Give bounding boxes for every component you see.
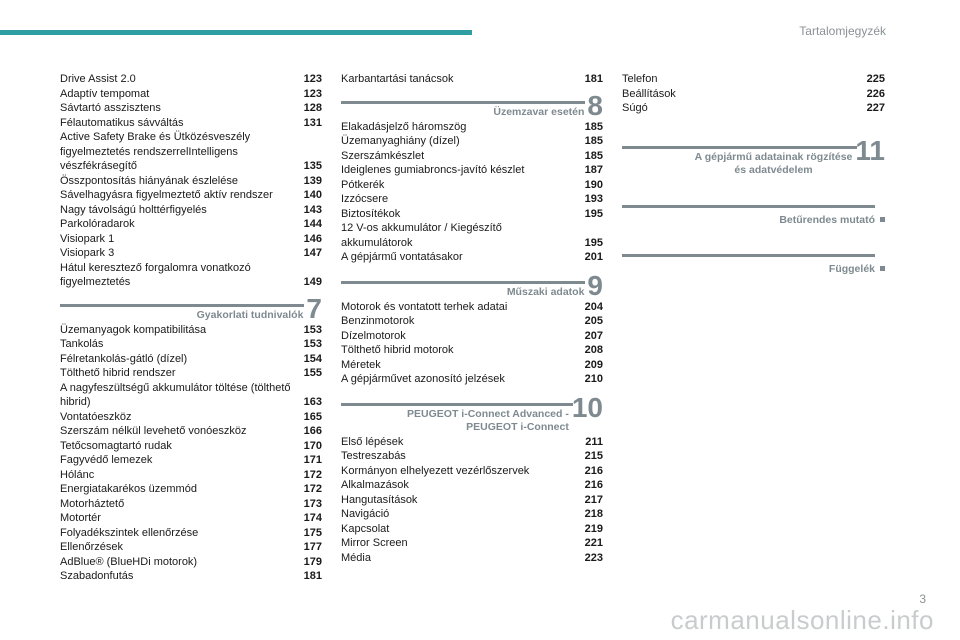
toc-entry-title: Mirror Screen: [341, 537, 408, 549]
toc-entry[interactable]: [341, 358, 603, 373]
toc-entry-page: 195: [584, 207, 603, 220]
toc-entry[interactable]: [60, 482, 322, 497]
toc-entry-title: Sávelhagyásra figyelmeztető aktív rendszer: [60, 189, 273, 201]
toc-entry-page: 140: [303, 189, 322, 201]
section-heading-11: [622, 134, 885, 177]
toc-entry[interactable]: [341, 207, 603, 222]
toc-entry-title: Üzemanyaghiány (dízel): [341, 135, 460, 147]
toc-entry-title: Energiatakarékos üzemmód: [60, 483, 197, 495]
toc-entry[interactable]: [60, 381, 322, 410]
toc-entry[interactable]: [60, 366, 322, 381]
toc-entry-page: 221: [584, 537, 603, 549]
toc-entry[interactable]: [341, 478, 603, 493]
toc-entry-page: 204: [584, 300, 603, 313]
toc-entry-page: 217: [584, 493, 603, 506]
toc-entry-page: 135: [303, 160, 322, 172]
toc-entry[interactable]: [341, 507, 603, 522]
toc-column-1: [60, 72, 322, 584]
toc-entry-title: Első lépések: [341, 435, 404, 448]
toc-entry-title: Alkalmazások: [341, 479, 409, 491]
square-bullet-icon: [880, 266, 885, 271]
toc-entry-page: 181: [584, 73, 603, 85]
toc-entry[interactable]: [341, 163, 603, 178]
toc-entry-title: Méretek: [341, 358, 381, 371]
toc-list: [341, 435, 603, 566]
section-number: 9: [587, 269, 603, 301]
section-heading-7: [60, 292, 322, 324]
toc-entry[interactable]: [60, 511, 322, 526]
toc-entry-title: Összpontosítás hiányának észlelése: [60, 174, 238, 187]
toc-entry-title: Visiopark 1: [60, 232, 115, 245]
toc-entry-page: 185: [584, 120, 603, 133]
toc-entry-page: 187: [584, 164, 603, 176]
toc-entry-title: Szerszámkészlet: [341, 149, 425, 162]
toc-entry-page: 207: [584, 329, 603, 342]
toc-entry-title: Telefon: [622, 73, 658, 85]
toc-entry-title: Elakadásjelző háromszög: [341, 120, 467, 133]
toc-entry[interactable]: [341, 178, 603, 193]
toc-entry-page: 165: [303, 410, 322, 423]
toc-entry-title: Tölthető hibrid rendszer: [60, 367, 176, 379]
toc-entry-page: 226: [866, 87, 885, 100]
toc-entry-page: 149: [303, 276, 322, 288]
toc-entry[interactable]: [341, 134, 603, 149]
toc-entry-title: Drive Assist 2.0: [60, 73, 136, 85]
toc-entry-title: A nagyfeszültségű akkumulátor töltése (tölthető hibrid): [60, 381, 291, 408]
toc-entry[interactable]: [60, 130, 322, 174]
section-number: 8: [587, 89, 603, 121]
toc-entry-title: Kapcsolat: [341, 522, 390, 535]
toc-list: [622, 72, 885, 116]
toc-entry[interactable]: [341, 522, 603, 537]
toc-list: [60, 72, 322, 290]
toc-entry-page: 190: [584, 178, 603, 191]
toc-entry[interactable]: [60, 101, 322, 116]
toc-entry-page: 223: [584, 551, 603, 564]
section-title[interactable]: Gyakorlati tudnivalók: [196, 308, 304, 321]
section-heading-9: [341, 269, 603, 301]
toc-entry[interactable]: [341, 435, 603, 450]
toc-entry-page: 225: [866, 73, 885, 85]
toc-entry[interactable]: [60, 232, 322, 247]
toc-entry[interactable]: [622, 101, 885, 116]
toc-entry-page: 128: [303, 102, 322, 114]
toc-column-2: [341, 72, 603, 565]
appendix-heading: [622, 254, 885, 275]
toc-entry-title: Sávtartó asszisztens: [60, 102, 161, 114]
toc-entry-title: Hólánc: [60, 468, 95, 481]
toc-entry-title: Biztosítékok: [341, 207, 401, 220]
toc-list: [60, 323, 322, 584]
toc-entry-page: 195: [584, 236, 603, 249]
section-divider: [622, 254, 875, 257]
toc-entry-title: Testreszabás: [341, 450, 406, 462]
toc-entry[interactable]: [60, 188, 322, 203]
toc-entry[interactable]: [341, 449, 603, 464]
section-title-line-1: A gépjármű adatainak rögzítése: [694, 150, 853, 163]
toc-entry[interactable]: [60, 555, 322, 570]
section-title[interactable]: [407, 406, 569, 434]
toc-entry-page: 146: [303, 232, 322, 245]
section-title: Betűrendes mutató: [779, 213, 875, 226]
toc-entry-title: Média: [341, 551, 371, 564]
toc-entry[interactable]: [341, 493, 603, 508]
toc-entry[interactable]: [60, 87, 322, 102]
toc-entry-page: 215: [584, 450, 603, 462]
toc-entry-title: Szerszám nélkül levehető vonóeszköz: [60, 425, 247, 437]
toc-entry-page: 170: [303, 439, 322, 452]
toc-entry-page: 201: [584, 251, 603, 263]
toc-entry-title: Parkolóradarok: [60, 218, 135, 230]
toc-entry[interactable]: [60, 540, 322, 555]
toc-entry[interactable]: [60, 526, 322, 541]
toc-entry-title: Kormányon elhelyezett vezérlőszervek: [341, 464, 530, 477]
toc-entry-page: 205: [584, 315, 603, 327]
toc-entry-page: 143: [303, 203, 322, 216]
toc-entry[interactable]: [60, 323, 322, 338]
toc-entry-page: 166: [303, 425, 322, 437]
toc-list: [341, 300, 603, 387]
page-header-title: Tartalomjegyzék: [799, 24, 886, 38]
section-title-line-1: PEUGEOT i-Connect Advanced -: [407, 407, 569, 420]
toc-list: [341, 120, 603, 265]
toc-list: [341, 72, 603, 87]
toc-entry-title: Folyadékszintek ellenőrzése: [60, 526, 199, 539]
toc-column-3: [622, 72, 885, 275]
toc-entry-title: Izzócsere: [341, 193, 389, 205]
toc-entry-page: 181: [303, 570, 322, 582]
toc-entry-title: Tetőcsomagtartó rudak: [60, 439, 172, 452]
toc-entry-title: Motorok és vontatott terhek adatai: [341, 300, 508, 313]
section-title[interactable]: Üzemzavar esetén: [493, 105, 585, 118]
appendix-link[interactable]: [622, 263, 885, 275]
toc-entry-title: Üzemanyagok kompatibilitása: [60, 323, 207, 336]
square-bullet-icon: [880, 217, 885, 222]
toc-entry-page: 172: [303, 468, 322, 481]
toc-entry-page: 171: [303, 454, 322, 466]
toc-entry-page: 175: [303, 526, 322, 539]
toc-entry-page: 173: [303, 497, 322, 510]
index-heading: [622, 205, 885, 226]
toc-entry-title: Adaptív tempomat: [60, 87, 150, 100]
toc-entry-title: Pótkerék: [341, 178, 385, 191]
section-title-line-2: PEUGEOT i-Connect: [466, 420, 569, 433]
toc-entry-page: 123: [303, 87, 322, 100]
toc-entry-title: Félretankolás-gátló (dízel): [60, 352, 188, 365]
section-title-line-2: és adatvédelem: [734, 163, 813, 176]
toc-entry[interactable]: [622, 87, 885, 102]
toc-entry[interactable]: [60, 453, 322, 468]
toc-entry[interactable]: [60, 246, 322, 261]
toc-entry[interactable]: [60, 439, 322, 454]
toc-entry-page: 208: [584, 344, 603, 356]
toc-entry-page: 172: [303, 483, 322, 495]
section-title[interactable]: [695, 149, 853, 177]
toc-entry[interactable]: [60, 116, 322, 131]
section-divider: [622, 205, 875, 208]
toc-entry-title: Tölthető hibrid motorok: [341, 344, 454, 356]
toc-entry[interactable]: [341, 149, 603, 164]
toc-entry-title: Dízelmotorok: [341, 329, 406, 342]
toc-entry[interactable]: [341, 120, 603, 135]
toc-entry-title: AdBlue® (BlueHDi motorok): [60, 555, 198, 568]
toc-entry-page: 216: [584, 479, 603, 491]
toc-entry[interactable]: [60, 569, 322, 584]
toc-entry[interactable]: [341, 192, 603, 207]
page-number: 3: [919, 592, 926, 606]
toc-entry-page: 174: [303, 512, 322, 524]
toc-entry[interactable]: [60, 497, 322, 512]
toc-entry[interactable]: [60, 352, 322, 367]
toc-entry-page: 154: [303, 352, 322, 365]
toc-entry-title: Karbantartási tanácsok: [341, 73, 454, 85]
section-number: 10: [571, 391, 603, 423]
toc-entry-page: 139: [303, 174, 322, 187]
section-heading-10: [341, 391, 603, 434]
toc-entry[interactable]: [60, 217, 322, 232]
toc-entry[interactable]: [341, 221, 603, 250]
toc-entry[interactable]: [622, 72, 885, 87]
toc-entry[interactable]: [341, 551, 603, 566]
toc-entry-page: 216: [584, 464, 603, 477]
toc-entry[interactable]: [60, 72, 322, 87]
toc-entry-title: A gépjármű vontatásakor: [341, 251, 463, 263]
toc-entry-page: 147: [303, 247, 322, 259]
toc-entry[interactable]: [341, 314, 603, 329]
toc-entry-page: 218: [584, 508, 603, 520]
toc-entry-title: Félautomatikus sávváltás: [60, 116, 184, 129]
toc-entry-page: 185: [584, 135, 603, 147]
toc-entry[interactable]: [60, 261, 322, 290]
toc-entry-page: 155: [303, 367, 322, 379]
toc-entry-page: 211: [585, 435, 603, 448]
toc-entry-page: 210: [584, 373, 603, 385]
index-link[interactable]: [622, 214, 885, 226]
toc-entry-title: Benzinmotorok: [341, 315, 415, 327]
toc-entry-title: Fagyvédő lemezek: [60, 454, 153, 466]
toc-entry-page: 144: [303, 218, 322, 230]
watermark: carmanualsonline.info: [670, 605, 934, 635]
toc-entry[interactable]: [341, 372, 603, 387]
section-number: 11: [855, 134, 885, 166]
toc-entry[interactable]: [341, 300, 603, 315]
toc-entry[interactable]: [341, 329, 603, 344]
toc-entry-title: Tankolás: [60, 338, 104, 350]
toc-entry-page: 185: [584, 149, 603, 162]
toc-entry-title: Hangutasítások: [341, 493, 418, 506]
section-heading-8: [341, 89, 603, 121]
toc-entry-page: 123: [303, 73, 322, 85]
toc-entry-page: 209: [584, 358, 603, 371]
section-number: 7: [306, 292, 322, 324]
toc-entry-title: Szabadonfutás: [60, 570, 134, 582]
section-title[interactable]: Műszaki adatok: [506, 285, 585, 298]
header-accent-bar: [0, 30, 472, 35]
toc-entry-title: Súgó: [622, 102, 648, 114]
toc-entry-title: Nagy távolságú holttérfigyelés: [60, 203, 207, 216]
toc-entry-title: Vontatóeszköz: [60, 410, 132, 423]
toc-entry-page: 227: [866, 102, 885, 114]
toc-entry-title: 12 V-os akkumulátor / Kiegészítő akkumulátorok: [341, 222, 502, 249]
toc-entry[interactable]: [60, 203, 322, 218]
toc-entry-title: Navigáció: [341, 508, 390, 520]
toc-entry-title: Ellenőrzések: [60, 541, 123, 553]
toc-entry-page: 131: [303, 116, 322, 129]
toc-entry-page: 153: [303, 323, 322, 336]
toc-entry-title: Active Safety Brake és Ütközésveszély figyelmeztetés rendszerrelIntelligens vészfékrásegítő: [60, 131, 251, 172]
toc-entry-page: 153: [303, 338, 322, 350]
toc-entry-title: Motortér: [60, 512, 101, 524]
toc-entry[interactable]: [60, 424, 322, 439]
toc-entry[interactable]: [60, 337, 322, 352]
toc-entry-title: Hátul keresztező forgalomra vonatkozó figyelmeztetés: [60, 261, 251, 288]
toc-entry[interactable]: [341, 464, 603, 479]
toc-entry[interactable]: [60, 174, 322, 189]
toc-entry-page: 163: [303, 396, 322, 408]
toc-entry-title: Visiopark 3: [60, 247, 115, 259]
toc-entry-title: Beállítások: [622, 87, 676, 100]
toc-entry[interactable]: [341, 343, 603, 358]
toc-entry[interactable]: [60, 468, 322, 483]
toc-entry-page: 193: [584, 193, 603, 205]
toc-entry-page: 219: [584, 522, 603, 535]
toc-entry-page: 179: [303, 555, 322, 568]
toc-entry-title: Motorháztető: [60, 497, 125, 510]
toc-entry[interactable]: [60, 410, 322, 425]
toc-entry[interactable]: [341, 72, 603, 87]
toc-entry-title: A gépjárművet azonosító jelzések: [341, 373, 505, 385]
toc-entry-title: Ideiglenes gumiabroncs-javító készlet: [341, 164, 525, 176]
toc-entry-page: 177: [303, 541, 322, 553]
toc-entry[interactable]: [341, 250, 603, 265]
section-title: Függelék: [828, 262, 875, 275]
toc-entry[interactable]: [341, 536, 603, 551]
